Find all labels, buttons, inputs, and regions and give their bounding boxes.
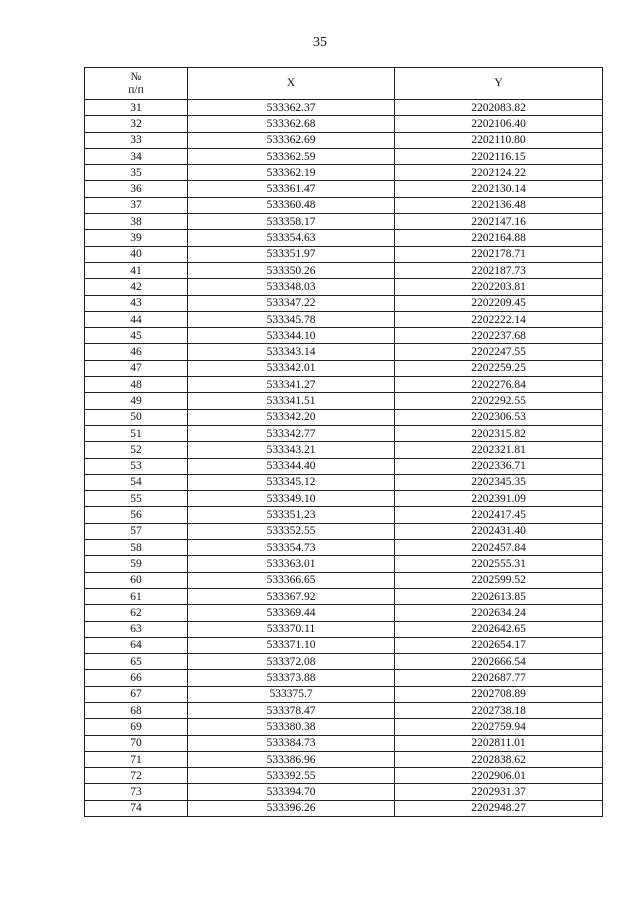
- table-row: [85, 360, 603, 376]
- cell-y: 2202306.53: [395, 409, 603, 425]
- cell-x: 533354.63: [188, 230, 395, 246]
- cell-x: 533352.55: [188, 523, 395, 539]
- cell-number: 59: [85, 556, 188, 572]
- table-row: [85, 588, 603, 604]
- cell-y: 2202147.16: [395, 214, 603, 230]
- cell-x: 533343.14: [188, 344, 395, 360]
- cell-number: 44: [85, 311, 188, 327]
- cell-number: 34: [85, 148, 188, 164]
- cell-x: 533344.40: [188, 458, 395, 474]
- cell-number: 52: [85, 442, 188, 458]
- table-row: [85, 556, 603, 572]
- cell-number: 58: [85, 540, 188, 556]
- table-row: [85, 686, 603, 702]
- table-row: [85, 719, 603, 735]
- cell-y: 2202237.68: [395, 328, 603, 344]
- cell-number: 69: [85, 719, 188, 735]
- cell-number: 63: [85, 621, 188, 637]
- table-row: [85, 214, 603, 230]
- cell-x: 533345.12: [188, 474, 395, 490]
- cell-number: 54: [85, 474, 188, 490]
- cell-y: 2202178.71: [395, 246, 603, 262]
- cell-x: 533341.27: [188, 377, 395, 393]
- table-row: [85, 670, 603, 686]
- cell-y: 2202838.62: [395, 751, 603, 767]
- cell-x: 533347.22: [188, 295, 395, 311]
- cell-number: 48: [85, 377, 188, 393]
- cell-y: 2202336.71: [395, 458, 603, 474]
- cell-x: 533362.37: [188, 100, 395, 116]
- cell-number: 49: [85, 393, 188, 409]
- table-row: [85, 279, 603, 295]
- cell-y: 2202130.14: [395, 181, 603, 197]
- cell-y: 2202259.25: [395, 360, 603, 376]
- table-row: [85, 311, 603, 327]
- cell-x: 533361.47: [188, 181, 395, 197]
- cell-number: 62: [85, 605, 188, 621]
- cell-number: 57: [85, 523, 188, 539]
- cell-y: 2202599.52: [395, 572, 603, 588]
- cell-number: 36: [85, 181, 188, 197]
- cell-number: 46: [85, 344, 188, 360]
- cell-y: 2202759.94: [395, 719, 603, 735]
- cell-number: 74: [85, 800, 188, 816]
- cell-x: 533341.51: [188, 393, 395, 409]
- cell-x: 533373.88: [188, 670, 395, 686]
- cell-x: 533384.73: [188, 735, 395, 751]
- cell-number: 31: [85, 100, 188, 116]
- cell-x: 533366.65: [188, 572, 395, 588]
- cell-y: 2202124.22: [395, 165, 603, 181]
- cell-y: 2202431.40: [395, 523, 603, 539]
- table-row: [85, 393, 603, 409]
- cell-number: 66: [85, 670, 188, 686]
- cell-number: 64: [85, 637, 188, 653]
- cell-y: 2202136.48: [395, 197, 603, 213]
- table-row: [85, 654, 603, 670]
- cell-number: 70: [85, 735, 188, 751]
- table-row: [85, 148, 603, 164]
- cell-y: 2202931.37: [395, 784, 603, 800]
- table-row: [85, 377, 603, 393]
- cell-y: 2202187.73: [395, 262, 603, 278]
- cell-number: 45: [85, 328, 188, 344]
- cell-number: 51: [85, 425, 188, 441]
- table-row: [85, 230, 603, 246]
- cell-x: 533349.10: [188, 491, 395, 507]
- cell-x: 533342.77: [188, 425, 395, 441]
- table-row: [85, 181, 603, 197]
- cell-number: 73: [85, 784, 188, 800]
- cell-number: 39: [85, 230, 188, 246]
- cell-y: 2202738.18: [395, 702, 603, 718]
- cell-x: 533372.08: [188, 654, 395, 670]
- table-row: [85, 621, 603, 637]
- cell-x: 533396.26: [188, 800, 395, 816]
- cell-x: 533354.73: [188, 540, 395, 556]
- cell-number: 32: [85, 116, 188, 132]
- cell-y: 2202666.54: [395, 654, 603, 670]
- cell-number: 33: [85, 132, 188, 148]
- cell-y: 2202276.84: [395, 377, 603, 393]
- table-row: [85, 751, 603, 767]
- table-row: [85, 132, 603, 148]
- table-row: [85, 262, 603, 278]
- cell-y: 2202708.89: [395, 686, 603, 702]
- cell-x: 533343.21: [188, 442, 395, 458]
- table-row: [85, 100, 603, 116]
- table-row: [85, 784, 603, 800]
- cell-x: 533360.48: [188, 197, 395, 213]
- table-row: [85, 165, 603, 181]
- table-row: [85, 246, 603, 262]
- table-row: [85, 425, 603, 441]
- cell-y: 2202391.09: [395, 491, 603, 507]
- header-row: [85, 68, 603, 100]
- table-header: [85, 68, 603, 100]
- cell-x: 533394.70: [188, 784, 395, 800]
- cell-x: 533380.38: [188, 719, 395, 735]
- cell-number: 61: [85, 588, 188, 604]
- table-row: [85, 523, 603, 539]
- cell-y: 2202654.17: [395, 637, 603, 653]
- cell-x: 533392.55: [188, 768, 395, 784]
- cell-number: 42: [85, 279, 188, 295]
- cell-number: 60: [85, 572, 188, 588]
- cell-y: 2202687.77: [395, 670, 603, 686]
- table-row: [85, 768, 603, 784]
- cell-x: 533348.03: [188, 279, 395, 295]
- table-row: [85, 474, 603, 490]
- table-row: [85, 540, 603, 556]
- table-row: [85, 328, 603, 344]
- header-x: X: [188, 68, 395, 100]
- table-row: [85, 295, 603, 311]
- table-row: [85, 605, 603, 621]
- cell-x: 533370.11: [188, 621, 395, 637]
- cell-number: 67: [85, 686, 188, 702]
- cell-y: 2202613.85: [395, 588, 603, 604]
- cell-number: 71: [85, 751, 188, 767]
- table-row: [85, 197, 603, 213]
- cell-number: 38: [85, 214, 188, 230]
- cell-y: 2202321.81: [395, 442, 603, 458]
- cell-x: 533367.92: [188, 588, 395, 604]
- table-row: [85, 116, 603, 132]
- cell-x: 533375.7: [188, 686, 395, 702]
- cell-y: 2202315.82: [395, 425, 603, 441]
- table-row: [85, 507, 603, 523]
- cell-y: 2202292.55: [395, 393, 603, 409]
- cell-y: 2202555.31: [395, 556, 603, 572]
- table-row: [85, 344, 603, 360]
- cell-number: 53: [85, 458, 188, 474]
- table-row: [85, 442, 603, 458]
- page-number: 35: [313, 35, 327, 50]
- cell-x: 533378.47: [188, 702, 395, 718]
- cell-y: 2202116.15: [395, 148, 603, 164]
- cell-x: 533362.69: [188, 132, 395, 148]
- cell-x: 533344.10: [188, 328, 395, 344]
- cell-y: 2202164.88: [395, 230, 603, 246]
- table-row: [85, 409, 603, 425]
- table-row: [85, 458, 603, 474]
- cell-x: 533351.97: [188, 246, 395, 262]
- table-row: [85, 735, 603, 751]
- table-body: [85, 100, 603, 817]
- cell-number: 56: [85, 507, 188, 523]
- cell-y: 2202247.55: [395, 344, 603, 360]
- table-row: [85, 491, 603, 507]
- cell-number: 37: [85, 197, 188, 213]
- cell-y: 2202906.01: [395, 768, 603, 784]
- cell-x: 533362.59: [188, 148, 395, 164]
- cell-number: 68: [85, 702, 188, 718]
- cell-x: 533358.17: [188, 214, 395, 230]
- cell-x: 533363.01: [188, 556, 395, 572]
- cell-y: 2202634.24: [395, 605, 603, 621]
- cell-number: 35: [85, 165, 188, 181]
- cell-y: 2202457.84: [395, 540, 603, 556]
- cell-x: 533386.96: [188, 751, 395, 767]
- cell-number: 40: [85, 246, 188, 262]
- cell-y: 2202222.14: [395, 311, 603, 327]
- cell-number: 47: [85, 360, 188, 376]
- cell-y: 2202110.80: [395, 132, 603, 148]
- table-row: [85, 702, 603, 718]
- coordinates-table: [84, 67, 603, 817]
- cell-number: 72: [85, 768, 188, 784]
- cell-number: 43: [85, 295, 188, 311]
- cell-x: 533362.68: [188, 116, 395, 132]
- cell-x: 533342.01: [188, 360, 395, 376]
- cell-number: 41: [85, 262, 188, 278]
- cell-y: 2202811.01: [395, 735, 603, 751]
- cell-y: 2202345.35: [395, 474, 603, 490]
- cell-number: 50: [85, 409, 188, 425]
- header-number: № п/п: [85, 68, 188, 100]
- cell-x: 533369.44: [188, 605, 395, 621]
- table-row: [85, 637, 603, 653]
- cell-y: 2202948.27: [395, 800, 603, 816]
- cell-x: 533371.10: [188, 637, 395, 653]
- table-row: [85, 800, 603, 816]
- cell-number: 55: [85, 491, 188, 507]
- cell-x: 533342.20: [188, 409, 395, 425]
- cell-y: 2202106.40: [395, 116, 603, 132]
- cell-number: 65: [85, 654, 188, 670]
- cell-y: 2202203.81: [395, 279, 603, 295]
- cell-y: 2202642.65: [395, 621, 603, 637]
- cell-x: 533345.78: [188, 311, 395, 327]
- cell-x: 533350.26: [188, 262, 395, 278]
- cell-y: 2202083.82: [395, 100, 603, 116]
- cell-x: 533362.19: [188, 165, 395, 181]
- header-y: Y: [395, 68, 603, 100]
- cell-y: 2202417.45: [395, 507, 603, 523]
- table-row: [85, 572, 603, 588]
- cell-y: 2202209.45: [395, 295, 603, 311]
- cell-x: 533351.23: [188, 507, 395, 523]
